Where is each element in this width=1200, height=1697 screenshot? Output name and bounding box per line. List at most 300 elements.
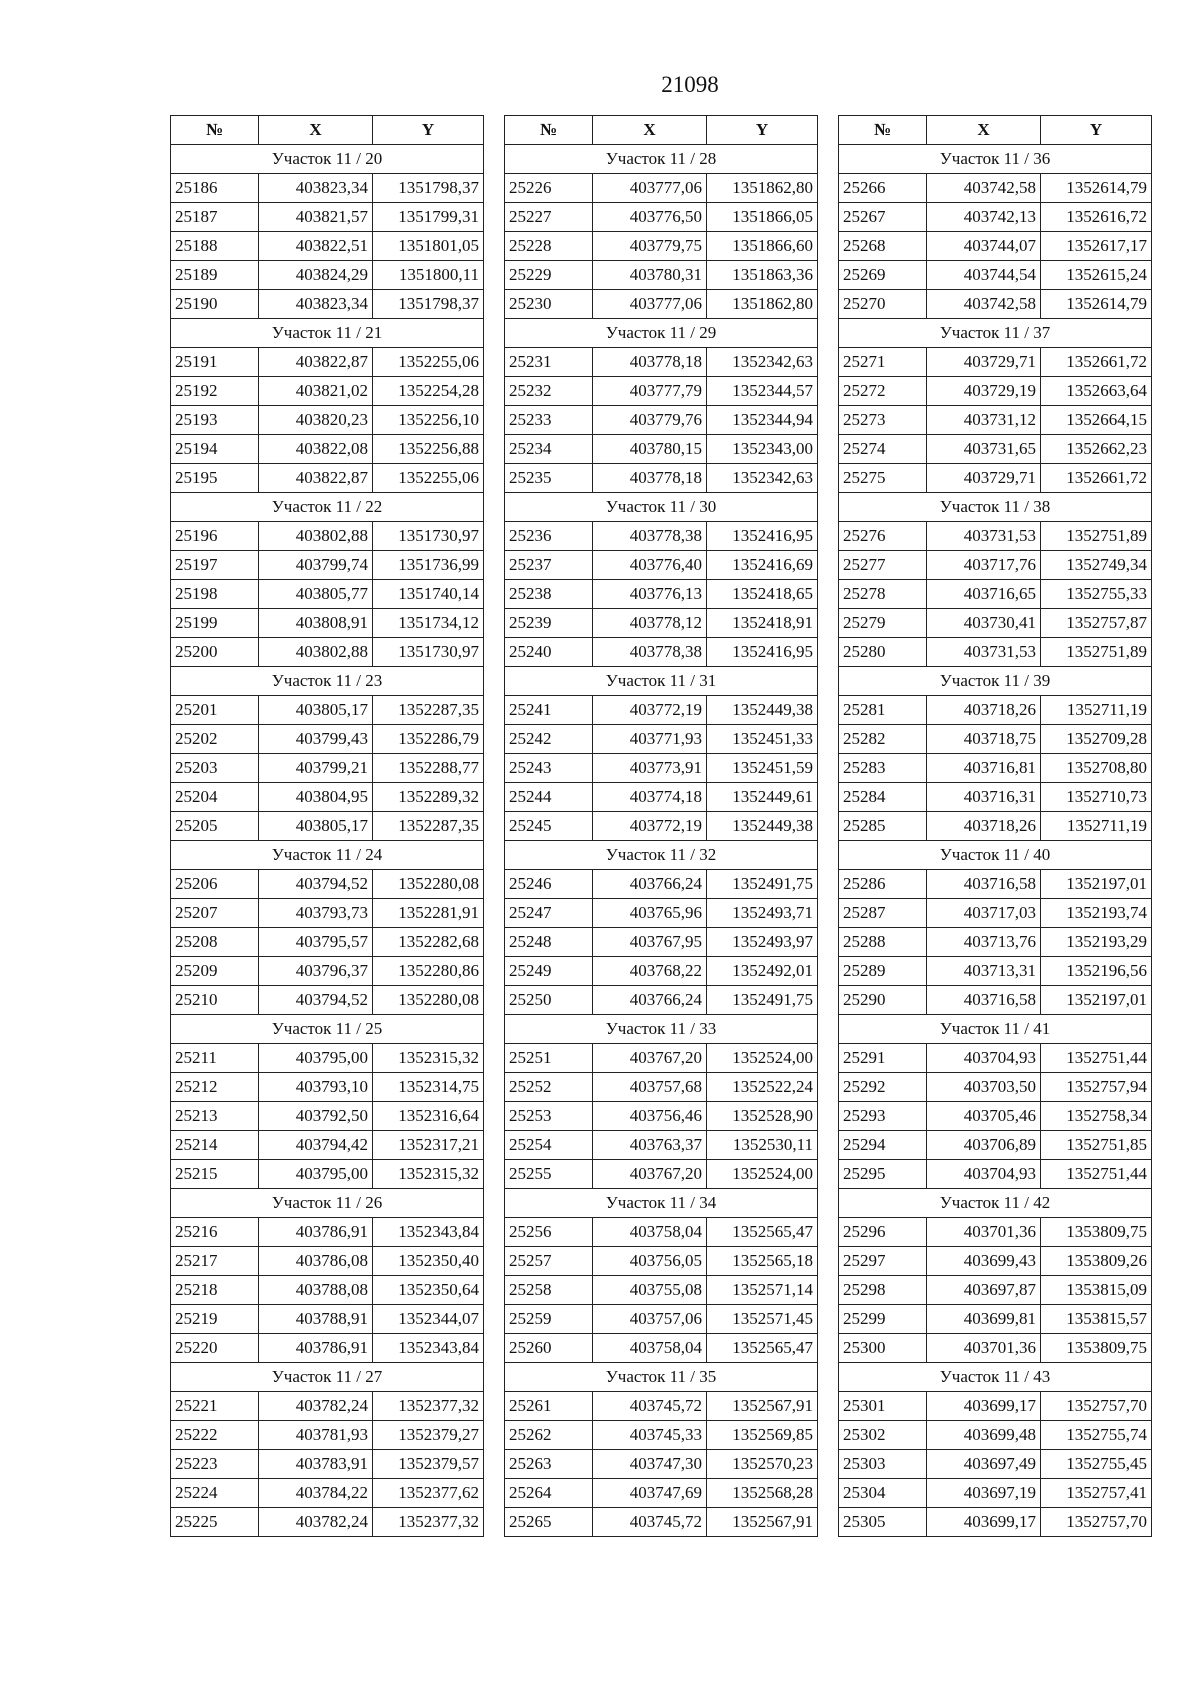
point-number: 25201 bbox=[171, 696, 259, 725]
coord-x: 403716,65 bbox=[927, 580, 1041, 609]
coord-y: 1352281,91 bbox=[373, 899, 484, 928]
table-row bbox=[171, 754, 484, 783]
coord-y: 1352379,27 bbox=[373, 1421, 484, 1450]
point-number: 25290 bbox=[839, 986, 927, 1015]
coord-x: 403730,41 bbox=[927, 609, 1041, 638]
table-row bbox=[505, 957, 818, 986]
table-row bbox=[171, 1508, 484, 1537]
section-title: Участок 11 / 25 bbox=[171, 1015, 484, 1044]
table-row bbox=[505, 986, 818, 1015]
coord-y: 1352757,41 bbox=[1041, 1479, 1152, 1508]
table-row bbox=[171, 870, 484, 899]
section-row bbox=[505, 1015, 818, 1044]
header-num: № bbox=[171, 116, 259, 145]
point-number: 25305 bbox=[839, 1508, 927, 1537]
coord-x: 403776,50 bbox=[593, 203, 707, 232]
point-number: 25267 bbox=[839, 203, 927, 232]
coord-x: 403776,13 bbox=[593, 580, 707, 609]
table-row bbox=[505, 1276, 818, 1305]
coordinate-table-3 bbox=[838, 115, 1152, 1537]
coord-x: 403822,87 bbox=[259, 464, 373, 493]
coord-x: 403744,54 bbox=[927, 261, 1041, 290]
coordinate-table-1 bbox=[170, 115, 484, 1537]
coord-x: 403779,75 bbox=[593, 232, 707, 261]
coord-x: 403716,58 bbox=[927, 870, 1041, 899]
table-row bbox=[171, 1247, 484, 1276]
coord-y: 1352449,61 bbox=[707, 783, 818, 812]
point-number: 25253 bbox=[505, 1102, 593, 1131]
section-row bbox=[171, 841, 484, 870]
coord-x: 403788,91 bbox=[259, 1305, 373, 1334]
table-row bbox=[839, 1276, 1152, 1305]
point-number: 25280 bbox=[839, 638, 927, 667]
table-row bbox=[505, 638, 818, 667]
coord-y: 1352524,00 bbox=[707, 1160, 818, 1189]
coord-x: 403745,33 bbox=[593, 1421, 707, 1450]
point-number: 25270 bbox=[839, 290, 927, 319]
coord-y: 1351730,97 bbox=[373, 522, 484, 551]
section-row bbox=[839, 1363, 1152, 1392]
table-row bbox=[839, 1073, 1152, 1102]
point-number: 25241 bbox=[505, 696, 593, 725]
section-row bbox=[839, 319, 1152, 348]
coord-y: 1352565,47 bbox=[707, 1334, 818, 1363]
table-row bbox=[839, 406, 1152, 435]
point-number: 25275 bbox=[839, 464, 927, 493]
header-num: № bbox=[505, 116, 593, 145]
coord-y: 1352709,28 bbox=[1041, 725, 1152, 754]
coord-x: 403704,93 bbox=[927, 1044, 1041, 1073]
section-title: Участок 11 / 35 bbox=[505, 1363, 818, 1392]
point-number: 25236 bbox=[505, 522, 593, 551]
table-row bbox=[839, 986, 1152, 1015]
table-row bbox=[839, 725, 1152, 754]
point-number: 25257 bbox=[505, 1247, 593, 1276]
table-row bbox=[171, 522, 484, 551]
coord-y: 1352193,29 bbox=[1041, 928, 1152, 957]
coord-y: 1352755,45 bbox=[1041, 1450, 1152, 1479]
coord-x: 403767,20 bbox=[593, 1160, 707, 1189]
point-number: 25250 bbox=[505, 986, 593, 1015]
coord-x: 403699,81 bbox=[927, 1305, 1041, 1334]
table-row bbox=[839, 580, 1152, 609]
point-number: 25301 bbox=[839, 1392, 927, 1421]
coord-y: 1352286,79 bbox=[373, 725, 484, 754]
point-number: 25274 bbox=[839, 435, 927, 464]
coord-x: 403742,58 bbox=[927, 174, 1041, 203]
coord-x: 403799,21 bbox=[259, 754, 373, 783]
coord-x: 403777,06 bbox=[593, 290, 707, 319]
coord-y: 1352449,38 bbox=[707, 812, 818, 841]
coord-x: 403699,43 bbox=[927, 1247, 1041, 1276]
point-number: 25227 bbox=[505, 203, 593, 232]
point-number: 25205 bbox=[171, 812, 259, 841]
point-number: 25213 bbox=[171, 1102, 259, 1131]
table-row bbox=[171, 1305, 484, 1334]
coord-y: 1352377,62 bbox=[373, 1479, 484, 1508]
table-row bbox=[171, 928, 484, 957]
coord-y: 1352567,91 bbox=[707, 1508, 818, 1537]
coord-x: 403795,00 bbox=[259, 1044, 373, 1073]
point-number: 25186 bbox=[171, 174, 259, 203]
section-title: Участок 11 / 26 bbox=[171, 1189, 484, 1218]
coord-x: 403718,26 bbox=[927, 812, 1041, 841]
section-title: Участок 11 / 37 bbox=[839, 319, 1152, 348]
coord-x: 403805,17 bbox=[259, 812, 373, 841]
section-row bbox=[171, 667, 484, 696]
point-number: 25214 bbox=[171, 1131, 259, 1160]
table-row bbox=[839, 870, 1152, 899]
point-number: 25300 bbox=[839, 1334, 927, 1363]
table-row bbox=[505, 1218, 818, 1247]
header-row bbox=[505, 116, 818, 145]
table-row bbox=[171, 725, 484, 754]
table-row bbox=[171, 174, 484, 203]
coord-y: 1352256,10 bbox=[373, 406, 484, 435]
coord-x: 403821,02 bbox=[259, 377, 373, 406]
point-number: 25302 bbox=[839, 1421, 927, 1450]
point-number: 25204 bbox=[171, 783, 259, 812]
coord-x: 403773,91 bbox=[593, 754, 707, 783]
table-row bbox=[171, 1044, 484, 1073]
point-number: 25244 bbox=[505, 783, 593, 812]
section-row bbox=[505, 667, 818, 696]
point-number: 25299 bbox=[839, 1305, 927, 1334]
coord-x: 403777,79 bbox=[593, 377, 707, 406]
coord-y: 1352524,00 bbox=[707, 1044, 818, 1073]
table-row bbox=[171, 435, 484, 464]
point-number: 25202 bbox=[171, 725, 259, 754]
section-row bbox=[171, 1363, 484, 1392]
table-row bbox=[505, 290, 818, 319]
table-row bbox=[505, 522, 818, 551]
table-row bbox=[839, 435, 1152, 464]
point-number: 25295 bbox=[839, 1160, 927, 1189]
table-row bbox=[505, 870, 818, 899]
coord-x: 403705,46 bbox=[927, 1102, 1041, 1131]
point-number: 25218 bbox=[171, 1276, 259, 1305]
coord-x: 403767,95 bbox=[593, 928, 707, 957]
point-number: 25224 bbox=[171, 1479, 259, 1508]
table-row bbox=[839, 1218, 1152, 1247]
header-row bbox=[171, 116, 484, 145]
table-row bbox=[171, 1276, 484, 1305]
point-number: 25233 bbox=[505, 406, 593, 435]
table-row bbox=[171, 783, 484, 812]
coord-y: 1352418,65 bbox=[707, 580, 818, 609]
coord-x: 403716,58 bbox=[927, 986, 1041, 1015]
point-number: 25190 bbox=[171, 290, 259, 319]
coord-x: 403731,53 bbox=[927, 522, 1041, 551]
section-row bbox=[505, 319, 818, 348]
coord-x: 403716,31 bbox=[927, 783, 1041, 812]
header-num: № bbox=[839, 116, 927, 145]
table-row bbox=[505, 348, 818, 377]
coord-x: 403795,57 bbox=[259, 928, 373, 957]
coord-x: 403777,06 bbox=[593, 174, 707, 203]
table-row bbox=[505, 1131, 818, 1160]
coord-y: 1352614,79 bbox=[1041, 290, 1152, 319]
point-number: 25199 bbox=[171, 609, 259, 638]
coord-y: 1352416,95 bbox=[707, 638, 818, 667]
point-number: 25271 bbox=[839, 348, 927, 377]
coord-y: 1352569,85 bbox=[707, 1421, 818, 1450]
coord-x: 403823,34 bbox=[259, 174, 373, 203]
coord-y: 1352255,06 bbox=[373, 348, 484, 377]
coord-y: 1352254,28 bbox=[373, 377, 484, 406]
point-number: 25269 bbox=[839, 261, 927, 290]
coord-y: 1352751,89 bbox=[1041, 638, 1152, 667]
table-row bbox=[839, 1305, 1152, 1334]
point-number: 25276 bbox=[839, 522, 927, 551]
table-row bbox=[171, 580, 484, 609]
table-row bbox=[839, 1479, 1152, 1508]
point-number: 25279 bbox=[839, 609, 927, 638]
point-number: 25217 bbox=[171, 1247, 259, 1276]
coord-y: 1352491,75 bbox=[707, 870, 818, 899]
coord-y: 1352530,11 bbox=[707, 1131, 818, 1160]
section-row bbox=[171, 1015, 484, 1044]
table-row bbox=[839, 1131, 1152, 1160]
coord-y: 1352565,47 bbox=[707, 1218, 818, 1247]
point-number: 25193 bbox=[171, 406, 259, 435]
table-row bbox=[839, 609, 1152, 638]
coord-y: 1352350,40 bbox=[373, 1247, 484, 1276]
section-title: Участок 11 / 41 bbox=[839, 1015, 1152, 1044]
coord-y: 1353815,57 bbox=[1041, 1305, 1152, 1334]
coord-x: 403768,22 bbox=[593, 957, 707, 986]
section-title: Участок 11 / 40 bbox=[839, 841, 1152, 870]
coordinate-tables bbox=[170, 115, 1152, 1537]
coord-y: 1352758,34 bbox=[1041, 1102, 1152, 1131]
section-row bbox=[505, 1189, 818, 1218]
coord-x: 403744,07 bbox=[927, 232, 1041, 261]
table-row bbox=[505, 928, 818, 957]
coord-y: 1352379,57 bbox=[373, 1450, 484, 1479]
coord-x: 403742,58 bbox=[927, 290, 1041, 319]
point-number: 25281 bbox=[839, 696, 927, 725]
coord-x: 403704,93 bbox=[927, 1160, 1041, 1189]
coord-x: 403794,42 bbox=[259, 1131, 373, 1160]
table-row bbox=[505, 1102, 818, 1131]
coord-y: 1351862,80 bbox=[707, 174, 818, 203]
coord-x: 403799,74 bbox=[259, 551, 373, 580]
coord-x: 403716,81 bbox=[927, 754, 1041, 783]
coord-x: 403786,91 bbox=[259, 1218, 373, 1247]
point-number: 25260 bbox=[505, 1334, 593, 1363]
table-row bbox=[505, 261, 818, 290]
coord-y: 1351740,14 bbox=[373, 580, 484, 609]
point-number: 25251 bbox=[505, 1044, 593, 1073]
coord-y: 1351863,36 bbox=[707, 261, 818, 290]
coord-y: 1352751,85 bbox=[1041, 1131, 1152, 1160]
point-number: 25268 bbox=[839, 232, 927, 261]
table-row bbox=[839, 522, 1152, 551]
coord-x: 403793,73 bbox=[259, 899, 373, 928]
section-title: Участок 11 / 38 bbox=[839, 493, 1152, 522]
point-number: 25245 bbox=[505, 812, 593, 841]
coord-y: 1352757,70 bbox=[1041, 1508, 1152, 1537]
coord-y: 1352418,91 bbox=[707, 609, 818, 638]
point-number: 25197 bbox=[171, 551, 259, 580]
coord-x: 403757,68 bbox=[593, 1073, 707, 1102]
coord-y: 1352661,72 bbox=[1041, 348, 1152, 377]
coord-y: 1352451,33 bbox=[707, 725, 818, 754]
point-number: 25242 bbox=[505, 725, 593, 754]
section-title: Участок 11 / 39 bbox=[839, 667, 1152, 696]
point-number: 25192 bbox=[171, 377, 259, 406]
coord-x: 403703,50 bbox=[927, 1073, 1041, 1102]
coord-y: 1351866,05 bbox=[707, 203, 818, 232]
coord-y: 1352663,64 bbox=[1041, 377, 1152, 406]
point-number: 25282 bbox=[839, 725, 927, 754]
coord-x: 403697,49 bbox=[927, 1450, 1041, 1479]
point-number: 25229 bbox=[505, 261, 593, 290]
section-title: Участок 11 / 24 bbox=[171, 841, 484, 870]
table-row bbox=[505, 174, 818, 203]
coord-y: 1352287,35 bbox=[373, 812, 484, 841]
table-row bbox=[839, 551, 1152, 580]
coord-y: 1352614,79 bbox=[1041, 174, 1152, 203]
point-number: 25235 bbox=[505, 464, 593, 493]
section-row bbox=[171, 319, 484, 348]
point-number: 25206 bbox=[171, 870, 259, 899]
coord-y: 1352289,32 bbox=[373, 783, 484, 812]
point-number: 25191 bbox=[171, 348, 259, 377]
point-number: 25203 bbox=[171, 754, 259, 783]
section-row bbox=[505, 145, 818, 174]
table-row bbox=[505, 1160, 818, 1189]
point-number: 25222 bbox=[171, 1421, 259, 1450]
table-row bbox=[171, 957, 484, 986]
section-title: Участок 11 / 29 bbox=[505, 319, 818, 348]
section-title: Участок 11 / 23 bbox=[171, 667, 484, 696]
point-number: 25263 bbox=[505, 1450, 593, 1479]
table-row bbox=[505, 1421, 818, 1450]
point-number: 25220 bbox=[171, 1334, 259, 1363]
section-row bbox=[839, 493, 1152, 522]
coord-x: 403822,51 bbox=[259, 232, 373, 261]
point-number: 25247 bbox=[505, 899, 593, 928]
section-row bbox=[505, 841, 818, 870]
table-row bbox=[171, 1392, 484, 1421]
coord-x: 403747,30 bbox=[593, 1450, 707, 1479]
section-title: Участок 11 / 31 bbox=[505, 667, 818, 696]
coord-y: 1353815,09 bbox=[1041, 1276, 1152, 1305]
header-y: Y bbox=[1041, 116, 1152, 145]
coord-x: 403774,18 bbox=[593, 783, 707, 812]
table-row bbox=[839, 348, 1152, 377]
point-number: 25249 bbox=[505, 957, 593, 986]
coord-x: 403758,04 bbox=[593, 1334, 707, 1363]
table-row bbox=[839, 464, 1152, 493]
point-number: 25272 bbox=[839, 377, 927, 406]
coord-x: 403717,03 bbox=[927, 899, 1041, 928]
coord-y: 1352493,97 bbox=[707, 928, 818, 957]
point-number: 25246 bbox=[505, 870, 593, 899]
header-x: X bbox=[259, 116, 373, 145]
coord-y: 1351734,12 bbox=[373, 609, 484, 638]
coord-y: 1352522,24 bbox=[707, 1073, 818, 1102]
point-number: 25215 bbox=[171, 1160, 259, 1189]
point-number: 25297 bbox=[839, 1247, 927, 1276]
point-number: 25225 bbox=[171, 1508, 259, 1537]
coord-y: 1353809,75 bbox=[1041, 1334, 1152, 1363]
table-row bbox=[839, 812, 1152, 841]
table-row bbox=[839, 928, 1152, 957]
point-number: 25293 bbox=[839, 1102, 927, 1131]
coord-y: 1352751,89 bbox=[1041, 522, 1152, 551]
point-number: 25303 bbox=[839, 1450, 927, 1479]
section-row bbox=[171, 1189, 484, 1218]
section-title: Участок 11 / 34 bbox=[505, 1189, 818, 1218]
coord-x: 403731,65 bbox=[927, 435, 1041, 464]
coord-x: 403731,53 bbox=[927, 638, 1041, 667]
coord-y: 1351862,80 bbox=[707, 290, 818, 319]
coord-x: 403778,12 bbox=[593, 609, 707, 638]
coord-y: 1352255,06 bbox=[373, 464, 484, 493]
coord-y: 1352662,23 bbox=[1041, 435, 1152, 464]
table-row bbox=[505, 725, 818, 754]
table-row bbox=[839, 957, 1152, 986]
coord-x: 403782,24 bbox=[259, 1392, 373, 1421]
coord-y: 1352350,64 bbox=[373, 1276, 484, 1305]
point-number: 25292 bbox=[839, 1073, 927, 1102]
coord-y: 1352491,75 bbox=[707, 986, 818, 1015]
coord-y: 1352710,73 bbox=[1041, 783, 1152, 812]
coord-x: 403706,89 bbox=[927, 1131, 1041, 1160]
coord-y: 1352287,35 bbox=[373, 696, 484, 725]
coord-y: 1352449,38 bbox=[707, 696, 818, 725]
coord-y: 1352664,15 bbox=[1041, 406, 1152, 435]
coord-y: 1352493,71 bbox=[707, 899, 818, 928]
table-row bbox=[839, 174, 1152, 203]
coord-y: 1353809,26 bbox=[1041, 1247, 1152, 1276]
coord-x: 403802,88 bbox=[259, 638, 373, 667]
coord-x: 403783,91 bbox=[259, 1450, 373, 1479]
coord-x: 403778,18 bbox=[593, 348, 707, 377]
table-row bbox=[505, 551, 818, 580]
coord-y: 1352280,08 bbox=[373, 986, 484, 1015]
coord-x: 403697,87 bbox=[927, 1276, 1041, 1305]
coord-y: 1352197,01 bbox=[1041, 986, 1152, 1015]
section-title: Участок 11 / 33 bbox=[505, 1015, 818, 1044]
table-row bbox=[171, 348, 484, 377]
point-number: 25211 bbox=[171, 1044, 259, 1073]
coord-y: 1352344,94 bbox=[707, 406, 818, 435]
header-y: Y bbox=[707, 116, 818, 145]
coord-x: 403792,50 bbox=[259, 1102, 373, 1131]
point-number: 25187 bbox=[171, 203, 259, 232]
section-title: Участок 11 / 32 bbox=[505, 841, 818, 870]
table-row bbox=[505, 812, 818, 841]
coord-x: 403779,76 bbox=[593, 406, 707, 435]
table-row bbox=[505, 232, 818, 261]
table-row bbox=[505, 609, 818, 638]
coord-x: 403718,75 bbox=[927, 725, 1041, 754]
point-number: 25291 bbox=[839, 1044, 927, 1073]
table-row bbox=[171, 609, 484, 638]
point-number: 25195 bbox=[171, 464, 259, 493]
coord-y: 1352755,74 bbox=[1041, 1421, 1152, 1450]
table-row bbox=[171, 1218, 484, 1247]
coord-x: 403781,93 bbox=[259, 1421, 373, 1450]
coord-x: 403699,17 bbox=[927, 1392, 1041, 1421]
coord-x: 403822,08 bbox=[259, 435, 373, 464]
table-row bbox=[839, 1392, 1152, 1421]
point-number: 25258 bbox=[505, 1276, 593, 1305]
point-number: 25298 bbox=[839, 1276, 927, 1305]
